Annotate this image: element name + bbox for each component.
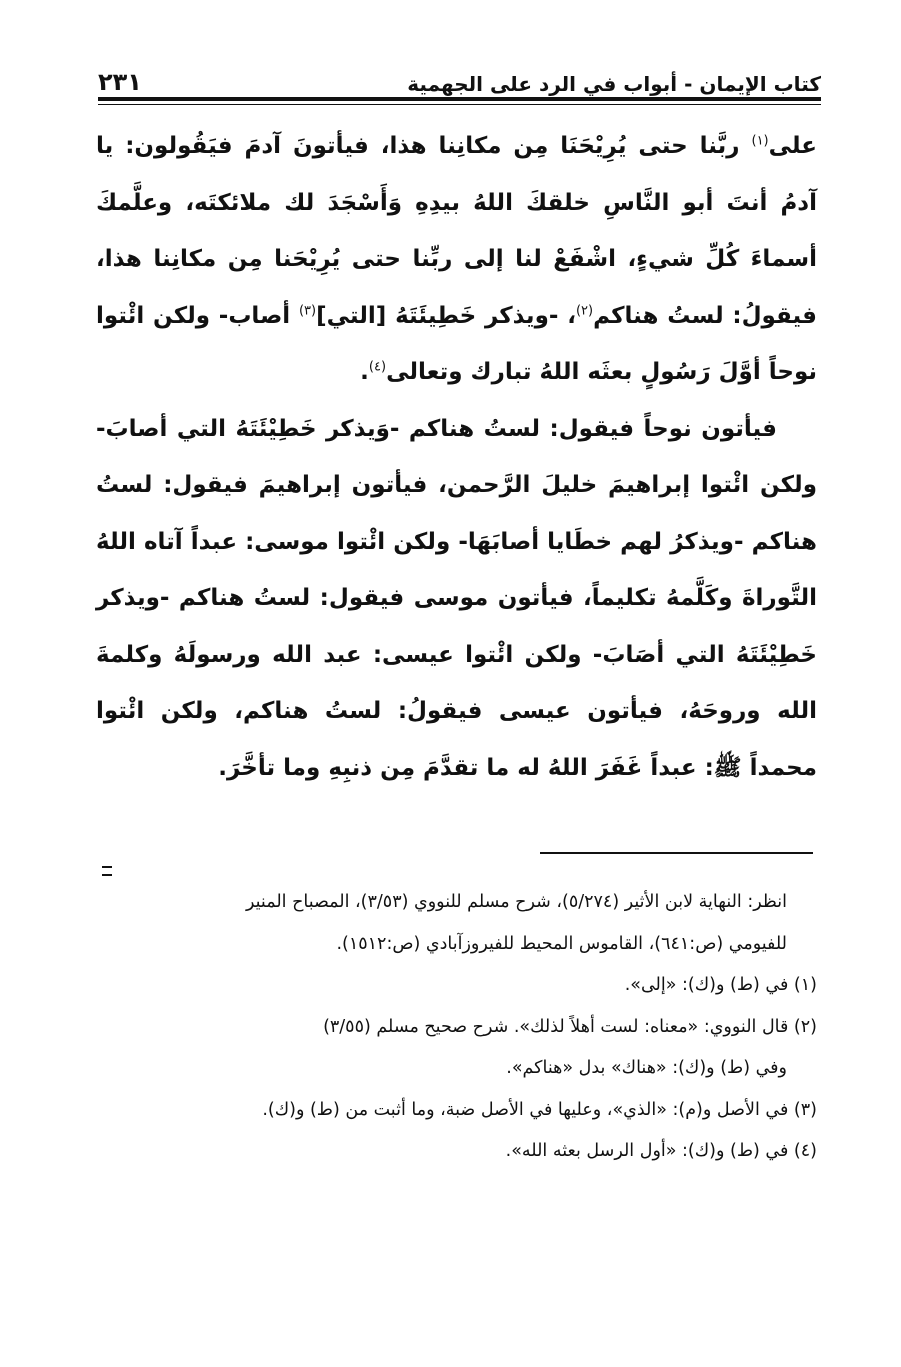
footnote-2: (٢) قال النووي: «معناه: لست أهلاً لذلك». شرح صحيح مسلم (٣/٥٥) [323,1016,817,1037]
main-text [96,118,817,796]
paragraph-1-text: أصاب- ولكن ائْتوا نوحاً أوَّلَ رَسُولٍ بعثَه اللهُ تبارك وتعالى [96,302,817,385]
paragraph-1-text: ربَّنا حتى يُرِيْحَنَا مِن مكانِنا هذا، فيأتونَ آدمَ فيَقُولون: يا آدمُ أنتَ أبو النَّاسِ خلقكَ اللهُ بيدِهِ وَأَسْجَدَ لك ملائكتَه، وعلَّمكَ أسماءَ كُلِّ شيءٍ، اشْفَعْ لنا إلى ربِّنا حتى يُرِيْحَنا مِن مكانِنا هذا، فيقولُ: لستُ هناكم [96,133,817,329]
footnote-ref-2: (٢) [575,302,594,318]
footnote-2-continuation: وفي (ط) و(ك): «هناك» بدل «هناكم». [506,1058,787,1078]
page-number: ٢٣١ [98,68,142,96]
footnote-continuation: للفيومي (ص:٦٤١)، القاموس المحيط للفيروزآبادي (ص:١٥١٢). [336,933,787,954]
paragraph-1-text: ، -ويذكر خَطِيئَتَهُ [التي] [316,302,576,329]
footnote-ref-4: (٤) [368,359,387,375]
footnote-separator [540,852,813,854]
footnote-continuation: انظر: النهاية لابن الأثير (٥/٢٧٤)، شرح مسلم للنووي (٣/٥٣)، المصباح المنير [245,892,787,912]
header-rule [98,97,821,101]
paragraph-1-text: . [360,359,369,385]
header-rule-thin [98,104,821,105]
paragraph-1-text: على [768,133,817,159]
running-header [98,56,821,96]
footnote-ref-3: (٣) [298,302,317,318]
footnote-ref-1: (١) [751,133,769,149]
footnote-4: (٤) في (ط) و(ك): «أول الرسل بعثه الله». [505,1141,817,1161]
footnote-3: (٣) في الأصل و(م): «الذي»، وعليها في الأصل ضبة، وما أثبت من (ط) و(ك). [262,1099,817,1120]
paragraph-2: فيأتون نوحاً فيقول: لستُ هناكم -وَيذكر خَطِيْئَتَهُ التي أصابَ- ولكن ائْتوا إبراهيمَ خليلَ الرَّحمن، فيأتون إبراهيمَ فيقول: لستُ هناكم -ويذكرُ لهم خطَايا أصابَهَا- ولكن ائْتوا موسى: عبداً آتاه اللهُ التَّوراةَ وكَلَّمهُ تكليماً، فيأتون موسى فيقول: لستُ هناكم -ويذكر خَطِيْئَتَهُ التي أصَابَ- ولكن ائْتوا عيسى: عبد الله ورسولَهُ وكلمةَ الله وروحَهُ، فيأتون عيسى فيقولُ: لستُ هناكم، ولكن ائْتوا محمداً ﷺ: عبداً غَفَرَ اللهُ له ما تقدَّمَ مِن ذنبِهِ وما تأخَّرَ. [96,415,817,781]
header-title: كتاب الإيمان - أبواب في الرد على الجهمية [407,72,821,96]
footnotes [96,882,817,1173]
paragraph-1 [96,118,817,401]
footnote-1: (١) في (ط) و(ك): «إلى». [624,975,817,995]
continuation-mark [102,866,112,876]
